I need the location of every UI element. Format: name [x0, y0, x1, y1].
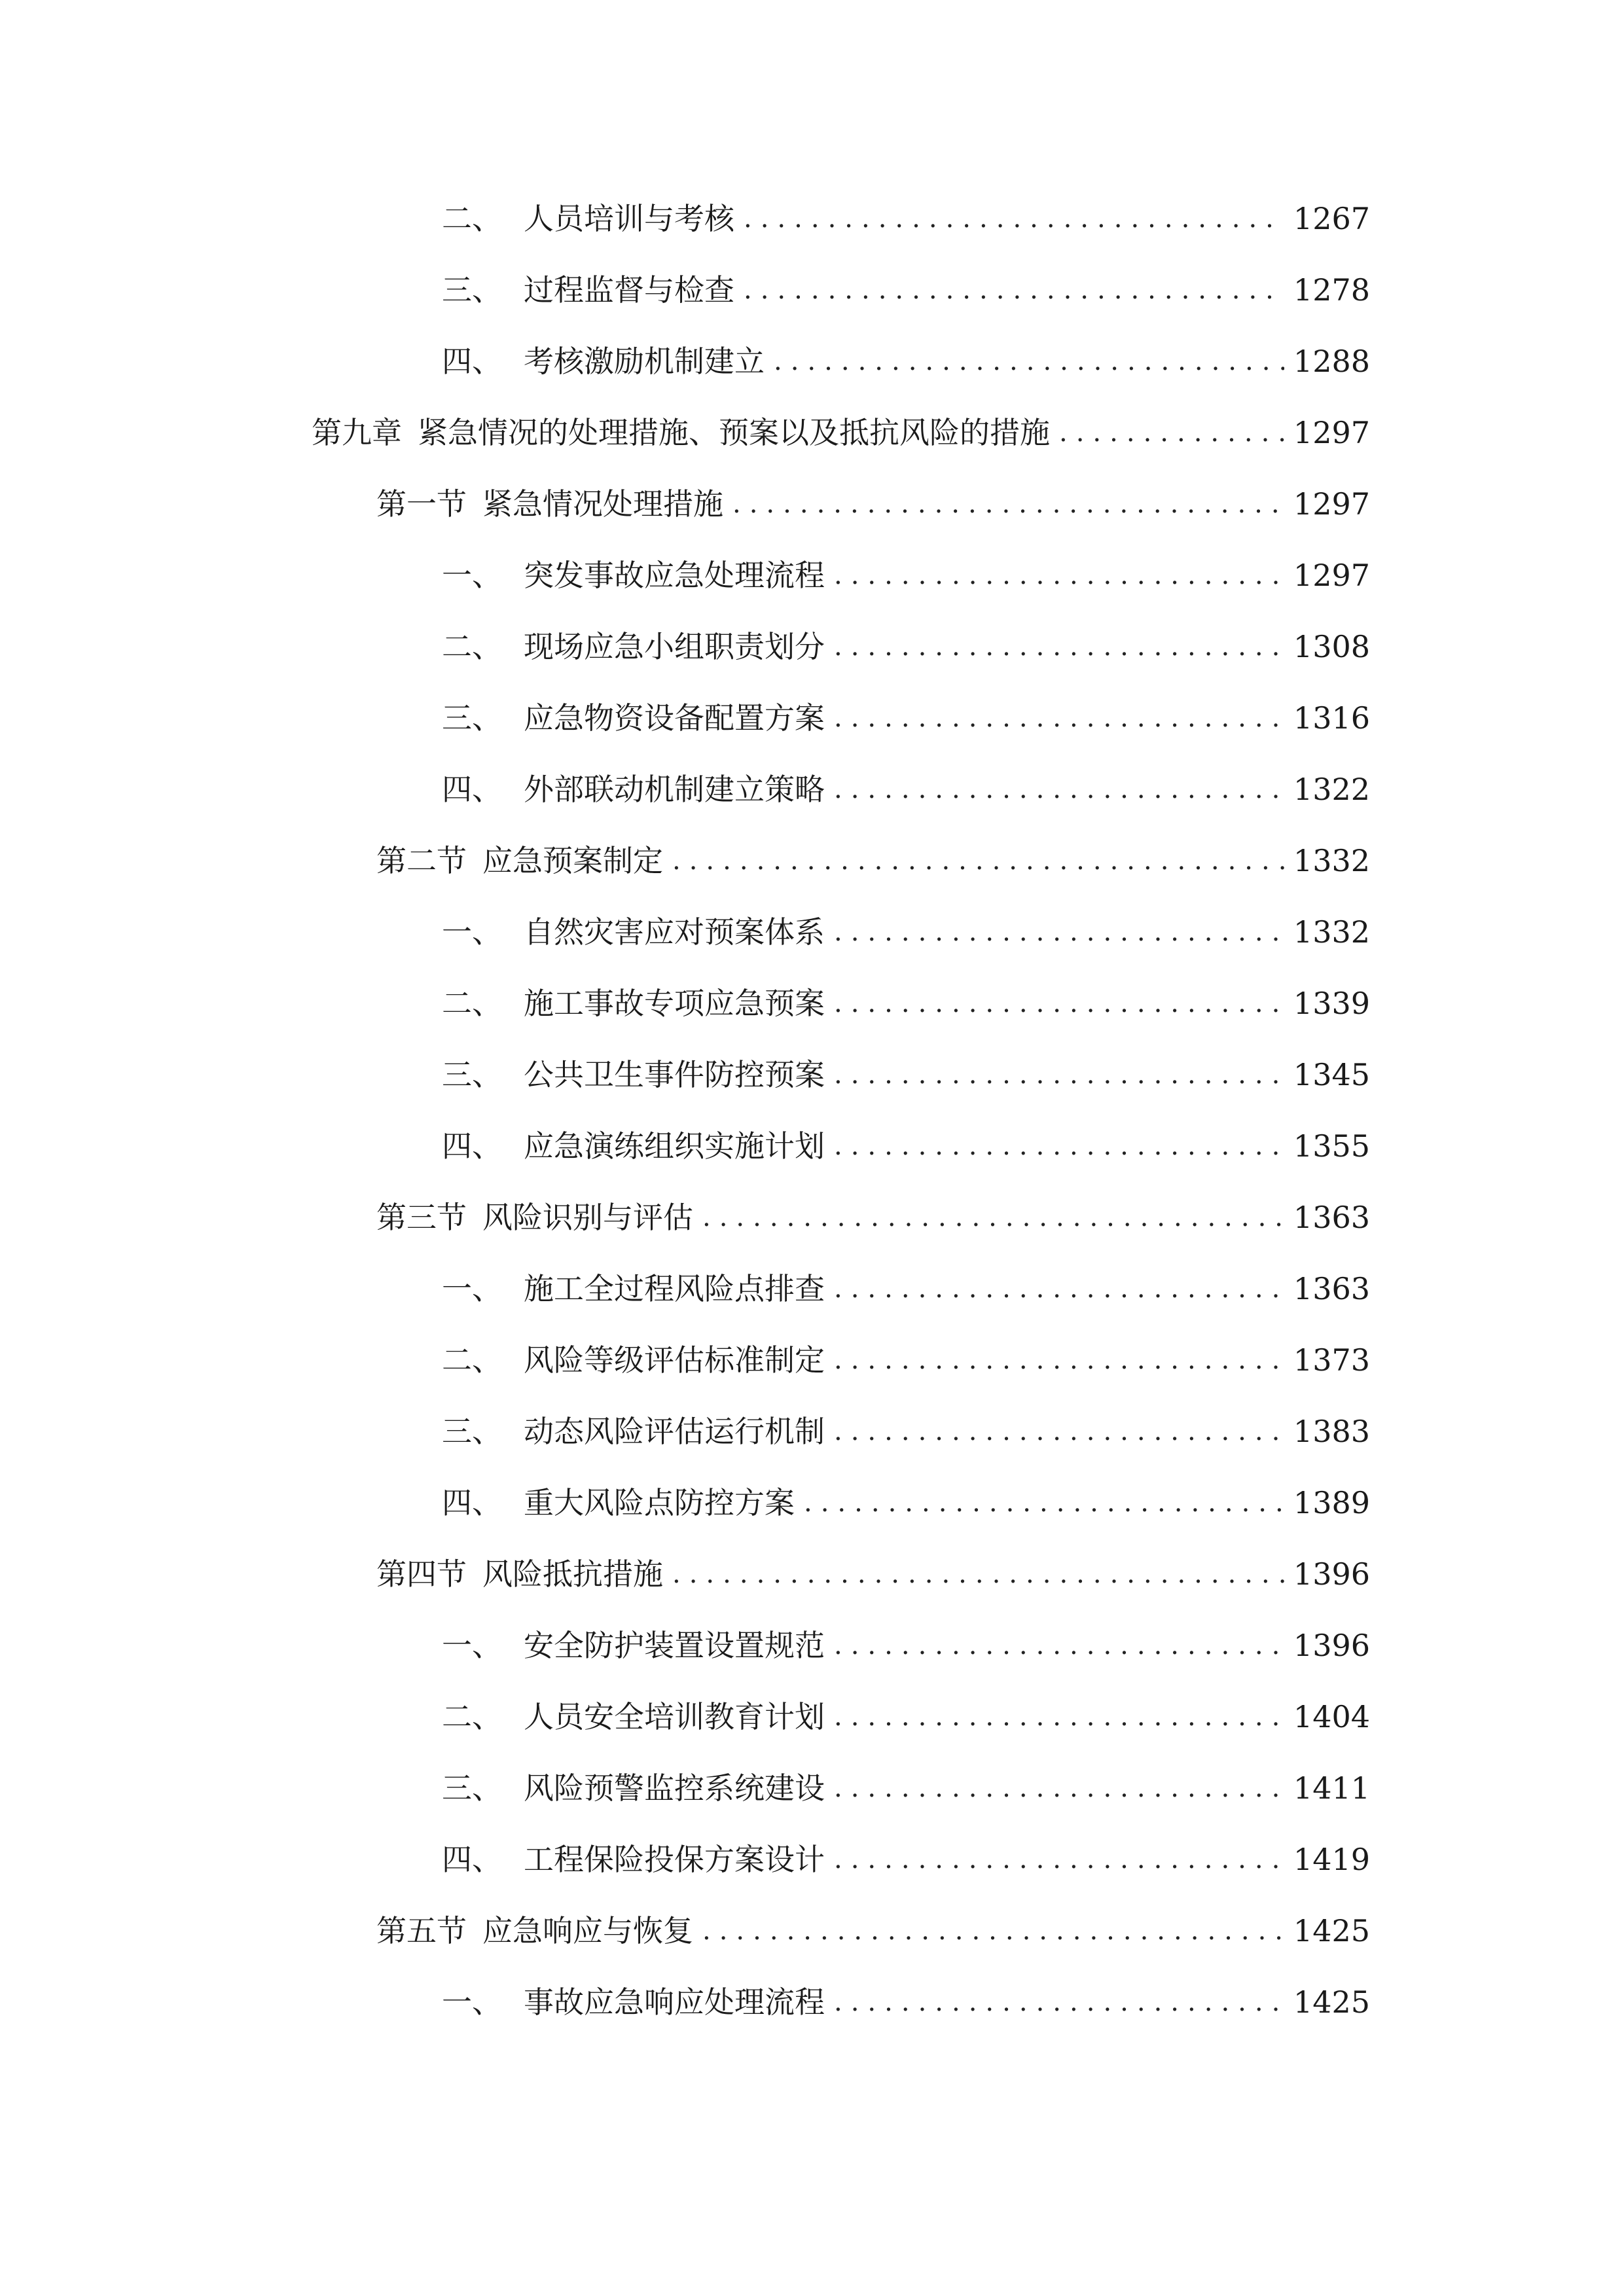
toc-entry-page: 1267 — [1293, 201, 1370, 236]
toc-entry-title: 应急预案制定 — [482, 843, 663, 878]
toc-leader-dots — [672, 834, 1284, 887]
toc-leader-dots — [834, 763, 1284, 816]
toc-entry-page: 1363 — [1293, 1200, 1370, 1235]
toc-entry-page: 1308 — [1293, 629, 1370, 664]
toc-entry-title: 重大风险点防控方案 — [524, 1485, 795, 1520]
toc-entry[interactable] — [442, 620, 1370, 673]
toc-entry-title: 风险预警监控系统建设 — [524, 1770, 825, 1806]
toc-entry-page: 1389 — [1293, 1485, 1370, 1520]
toc-leader-dots — [834, 1833, 1284, 1886]
toc-entry-title: 应急演练组织实施计划 — [524, 1128, 825, 1164]
toc-entry-title: 风险识别与评估 — [482, 1200, 693, 1235]
toc-leader-dots — [834, 906, 1284, 958]
toc-entry-number: 四、 — [442, 1485, 502, 1520]
toc-entry-title: 外部联动机制建立策略 — [524, 772, 825, 807]
toc-entry[interactable] — [442, 1477, 1370, 1529]
toc-leader-dots — [834, 1976, 1284, 2028]
toc-entry-page: 1383 — [1293, 1414, 1370, 1449]
toc-entry-title: 风险抵抗措施 — [482, 1556, 663, 1592]
toc-leader-dots — [672, 1548, 1284, 1600]
toc-entry-number: 四、 — [442, 772, 502, 807]
toc-entry[interactable] — [442, 692, 1370, 744]
toc-entry-page: 1297 — [1293, 558, 1370, 593]
toc-entry-title: 风险等级评估标准制定 — [524, 1342, 825, 1378]
toc-entry-page: 1419 — [1293, 1842, 1370, 1877]
toc-entry-number: 一、 — [442, 558, 502, 593]
toc-entry-title: 施工事故专项应急预案 — [524, 986, 825, 1021]
toc-entry-title: 现场应急小组职责划分 — [524, 629, 825, 664]
toc-entry-number: 四、 — [442, 1842, 502, 1877]
toc-entry-number: 第一节 — [376, 486, 467, 522]
toc-entry-title: 考核激励机制建立 — [524, 344, 765, 379]
toc-entry-section[interactable] — [376, 478, 1370, 530]
toc-entry-number: 一、 — [442, 1271, 502, 1306]
toc-entry-page: 1411 — [1293, 1770, 1370, 1806]
toc-entry-page: 1297 — [1293, 415, 1370, 450]
toc-leader-dots — [834, 1762, 1284, 1814]
toc-entry-page: 1404 — [1293, 1699, 1370, 1734]
toc-entry-title: 施工全过程风险点排查 — [524, 1271, 825, 1306]
toc-entry[interactable] — [442, 1120, 1370, 1172]
toc-entry-page: 1355 — [1293, 1128, 1370, 1164]
toc-entry[interactable] — [442, 549, 1370, 601]
toc-entry-title: 安全防护装置设置规范 — [524, 1628, 825, 1663]
toc-entry-title: 突发事故应急处理流程 — [524, 558, 825, 593]
toc-entry-number: 三、 — [442, 1414, 502, 1449]
toc-leader-dots — [834, 1263, 1284, 1315]
toc-entry-number: 第五节 — [376, 1913, 467, 1948]
toc-leader-dots — [1059, 406, 1284, 459]
toc-entry-page: 1297 — [1293, 486, 1370, 522]
toc-entry-title: 人员培训与考核 — [524, 201, 734, 236]
toc-entry[interactable] — [442, 977, 1370, 1030]
toc-entry-number: 三、 — [442, 1770, 502, 1806]
toc-entry[interactable] — [442, 1405, 1370, 1458]
toc-entry-page: 1373 — [1293, 1342, 1370, 1378]
toc-entry[interactable] — [442, 264, 1370, 316]
toc-entry[interactable] — [442, 1833, 1370, 1886]
toc-leader-dots — [834, 977, 1284, 1030]
toc-leader-dots — [834, 549, 1284, 601]
toc-entry-section[interactable] — [376, 1905, 1370, 1957]
toc-entry-page: 1396 — [1293, 1628, 1370, 1663]
toc-leader-dots — [834, 1691, 1284, 1743]
toc-entry-number: 二、 — [442, 1342, 502, 1378]
toc-entry-title: 动态风险评估运行机制 — [524, 1414, 825, 1449]
toc-entry-page: 1363 — [1293, 1271, 1370, 1306]
toc-entry[interactable] — [442, 1691, 1370, 1743]
toc-entry-number: 第二节 — [376, 843, 467, 878]
toc-entry-title: 紧急情况处理措施 — [482, 486, 723, 522]
toc-entry-title: 人员安全培训教育计划 — [524, 1699, 825, 1734]
toc-entry-number: 二、 — [442, 986, 502, 1021]
toc-entry-chapter[interactable] — [312, 406, 1370, 459]
toc-entry-number: 三、 — [442, 1057, 502, 1092]
toc-entry-number: 第九章 — [312, 415, 402, 450]
toc-leader-dots — [834, 1049, 1284, 1101]
toc-entry-title: 应急物资设备配置方案 — [524, 700, 825, 736]
toc-entry-number: 四、 — [442, 344, 502, 379]
toc-leader-dots — [774, 335, 1284, 387]
toc-leader-dots — [834, 1619, 1284, 1672]
toc-entry-number: 三、 — [442, 700, 502, 736]
toc-leader-dots — [834, 1405, 1284, 1458]
toc-entry-page: 1345 — [1293, 1057, 1370, 1092]
toc-entry-number: 一、 — [442, 914, 502, 950]
toc-entry[interactable] — [442, 1619, 1370, 1672]
toc-entry[interactable] — [442, 1762, 1370, 1814]
toc-entry-number: 二、 — [442, 629, 502, 664]
toc-entry-page: 1332 — [1293, 914, 1370, 950]
toc-entry-number: 四、 — [442, 1128, 502, 1164]
toc-entry-title: 应急响应与恢复 — [482, 1913, 693, 1948]
toc-leader-dots — [834, 620, 1284, 673]
toc-entry[interactable] — [442, 1049, 1370, 1101]
toc-entry-title: 紧急情况的处理措施、预案以及抵抗风险的措施 — [418, 415, 1050, 450]
toc-leader-dots — [702, 1905, 1284, 1957]
toc-entry-number: 第三节 — [376, 1200, 467, 1235]
toc-entry-number: 三、 — [442, 272, 502, 308]
toc-entry-page: 1396 — [1293, 1556, 1370, 1592]
toc-entry-title: 事故应急响应处理流程 — [524, 1984, 825, 2020]
toc-leader-dots — [744, 192, 1284, 245]
toc-entry-page: 1339 — [1293, 986, 1370, 1021]
toc-entry-page: 1425 — [1293, 1913, 1370, 1948]
toc-entry[interactable] — [442, 192, 1370, 245]
toc-entry[interactable] — [442, 906, 1370, 958]
toc-entry-number: 二、 — [442, 1699, 502, 1734]
toc-entry-page: 1288 — [1293, 344, 1370, 379]
toc-entry-title: 自然灾害应对预案体系 — [524, 914, 825, 950]
toc-entry-page: 1316 — [1293, 700, 1370, 736]
toc-entry-section[interactable] — [376, 1548, 1370, 1600]
toc-leader-dots — [744, 264, 1284, 316]
toc-entry-page: 1322 — [1293, 772, 1370, 807]
toc-entry-number: 一、 — [442, 1984, 502, 2020]
toc-entry[interactable] — [442, 1976, 1370, 2028]
toc-leader-dots — [702, 1191, 1284, 1244]
toc-entry-number: 第四节 — [376, 1556, 467, 1592]
toc-entry[interactable] — [442, 1263, 1370, 1315]
toc-entry-title: 工程保险投保方案设计 — [524, 1842, 825, 1877]
toc-entry-title: 过程监督与检查 — [524, 272, 734, 308]
toc-leader-dots — [804, 1477, 1284, 1529]
toc-leader-dots — [732, 478, 1284, 530]
toc-leader-dots — [834, 1120, 1284, 1172]
toc-entry-page: 1332 — [1293, 843, 1370, 878]
toc-leader-dots — [834, 1334, 1284, 1386]
toc-entry-title: 公共卫生事件防控预案 — [524, 1057, 825, 1092]
toc-entry-section[interactable] — [376, 834, 1370, 887]
toc-entry-page: 1425 — [1293, 1984, 1370, 2020]
toc-leader-dots — [834, 692, 1284, 744]
toc-entry[interactable] — [442, 763, 1370, 816]
toc-entry[interactable] — [442, 1334, 1370, 1386]
toc-entry-page: 1278 — [1293, 272, 1370, 308]
toc-entry-number: 一、 — [442, 1628, 502, 1663]
toc-entry[interactable] — [442, 335, 1370, 387]
toc-entry-number: 二、 — [442, 201, 502, 236]
toc-entry-section[interactable] — [376, 1191, 1370, 1244]
